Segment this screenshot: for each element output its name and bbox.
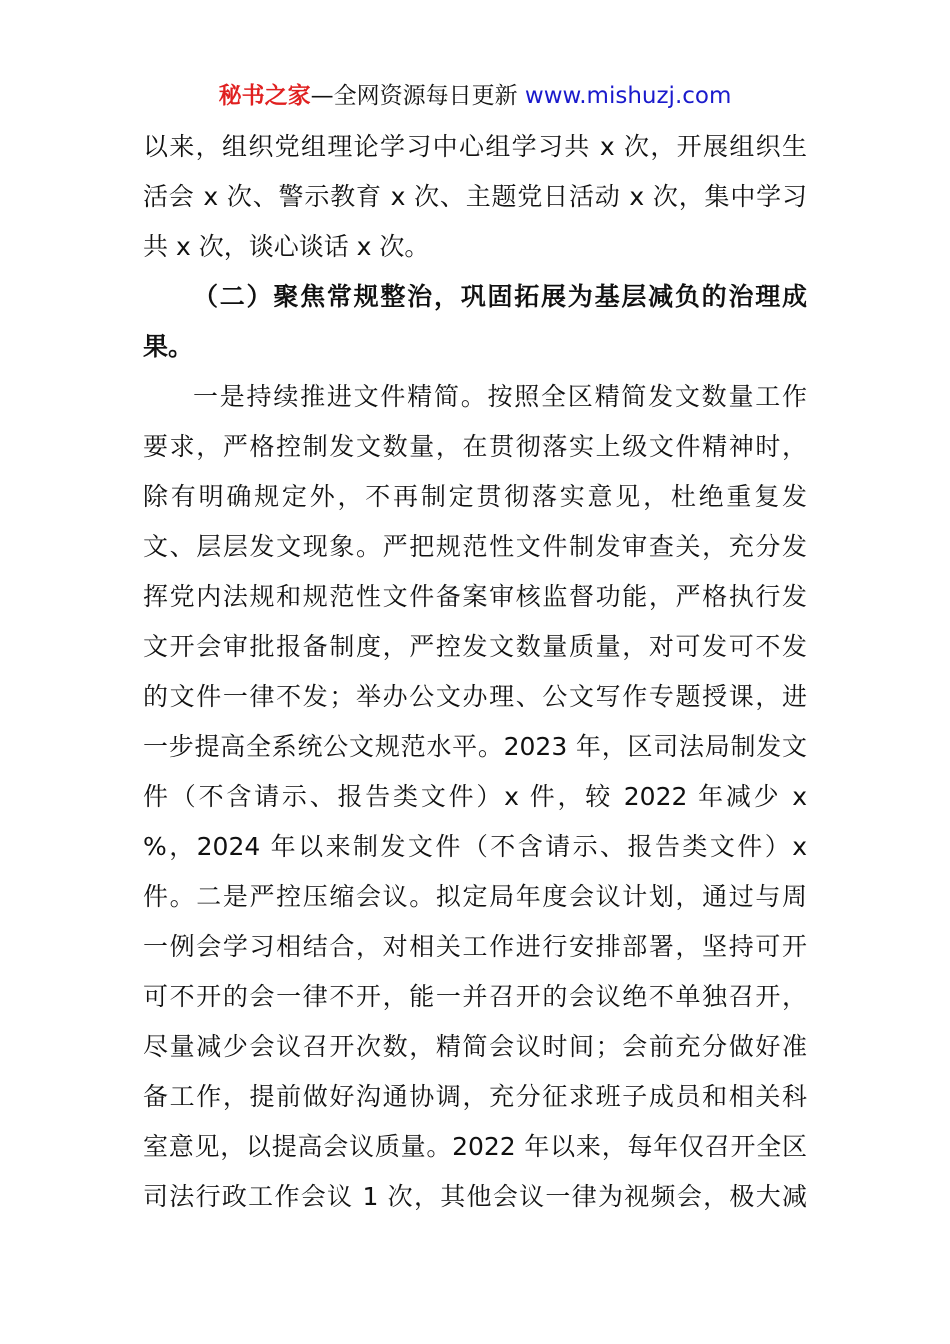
body-line: 件（不含请示、报告类文件）x 件，较 2022 年减少 x xyxy=(143,782,807,811)
body-line: 的文件一律不发；举办公文办理、公文写作专题授课，进 xyxy=(143,682,807,711)
body-line: 备工作，提前做好沟通协调，充分征求班子成员和相关科 xyxy=(143,1082,807,1111)
body-line: 室意见，以提高会议质量。2022 年以来，每年仅召开全区 xyxy=(143,1132,807,1161)
body-line: 一例会学习相结合，对相关工作进行安排部署，坚持可开 xyxy=(143,932,807,961)
body-line: 文开会审批报备制度，严控发文数量质量，对可发可不发 xyxy=(143,632,807,661)
section-heading: （二）聚焦常规整治，巩固拓展为基层减负的治理成 xyxy=(193,282,807,311)
document-body xyxy=(143,122,807,1222)
body-line: 可不开的会一律不开，能一并召开的会议绝不单独召开， xyxy=(143,982,807,1011)
body-line: 共 x 次，谈心谈话 x 次。 xyxy=(143,232,430,261)
site-url-link[interactable]: www.mishuzj.com xyxy=(524,83,732,109)
body-line: 一是持续推进文件精简。按照全区精简发文数量工作 xyxy=(193,382,807,411)
site-brand: 秘书之家 xyxy=(218,83,311,109)
body-line: 要求，严格控制发文数量，在贯彻落实上级文件精神时， xyxy=(143,432,807,461)
site-tagline: —全网资源每日更新 xyxy=(310,83,525,109)
body-line: 挥党内法规和规范性文件备案审核监督功能，严格执行发 xyxy=(143,582,807,611)
site-header xyxy=(0,80,950,112)
body-line: 尽量减少会议召开次数，精简会议时间；会前充分做好准 xyxy=(143,1032,807,1061)
body-line: 件。二是严控压缩会议。拟定局年度会议计划，通过与周 xyxy=(143,882,807,911)
body-line: 司法行政工作会议 1 次，其他会议一律为视频会，极大减 xyxy=(143,1182,807,1211)
body-line: 一步提高全系统公文规范水平。2023 年，区司法局制发文 xyxy=(143,732,807,761)
section-heading: 果。 xyxy=(143,332,194,361)
body-line: 除有明确规定外，不再制定贯彻落实意见，杜绝重复发 xyxy=(143,482,807,511)
body-line: 文、层层发文现象。严把规范性文件制发审查关，充分发 xyxy=(143,532,807,561)
body-line: 以来，组织党组理论学习中心组学习共 x 次，开展组织生 xyxy=(143,132,807,161)
body-line: %，2024 年以来制发文件（不含请示、报告类文件）x xyxy=(143,832,807,861)
body-line: 活会 x 次、警示教育 x 次、主题党日活动 x 次，集中学习 xyxy=(143,182,807,211)
